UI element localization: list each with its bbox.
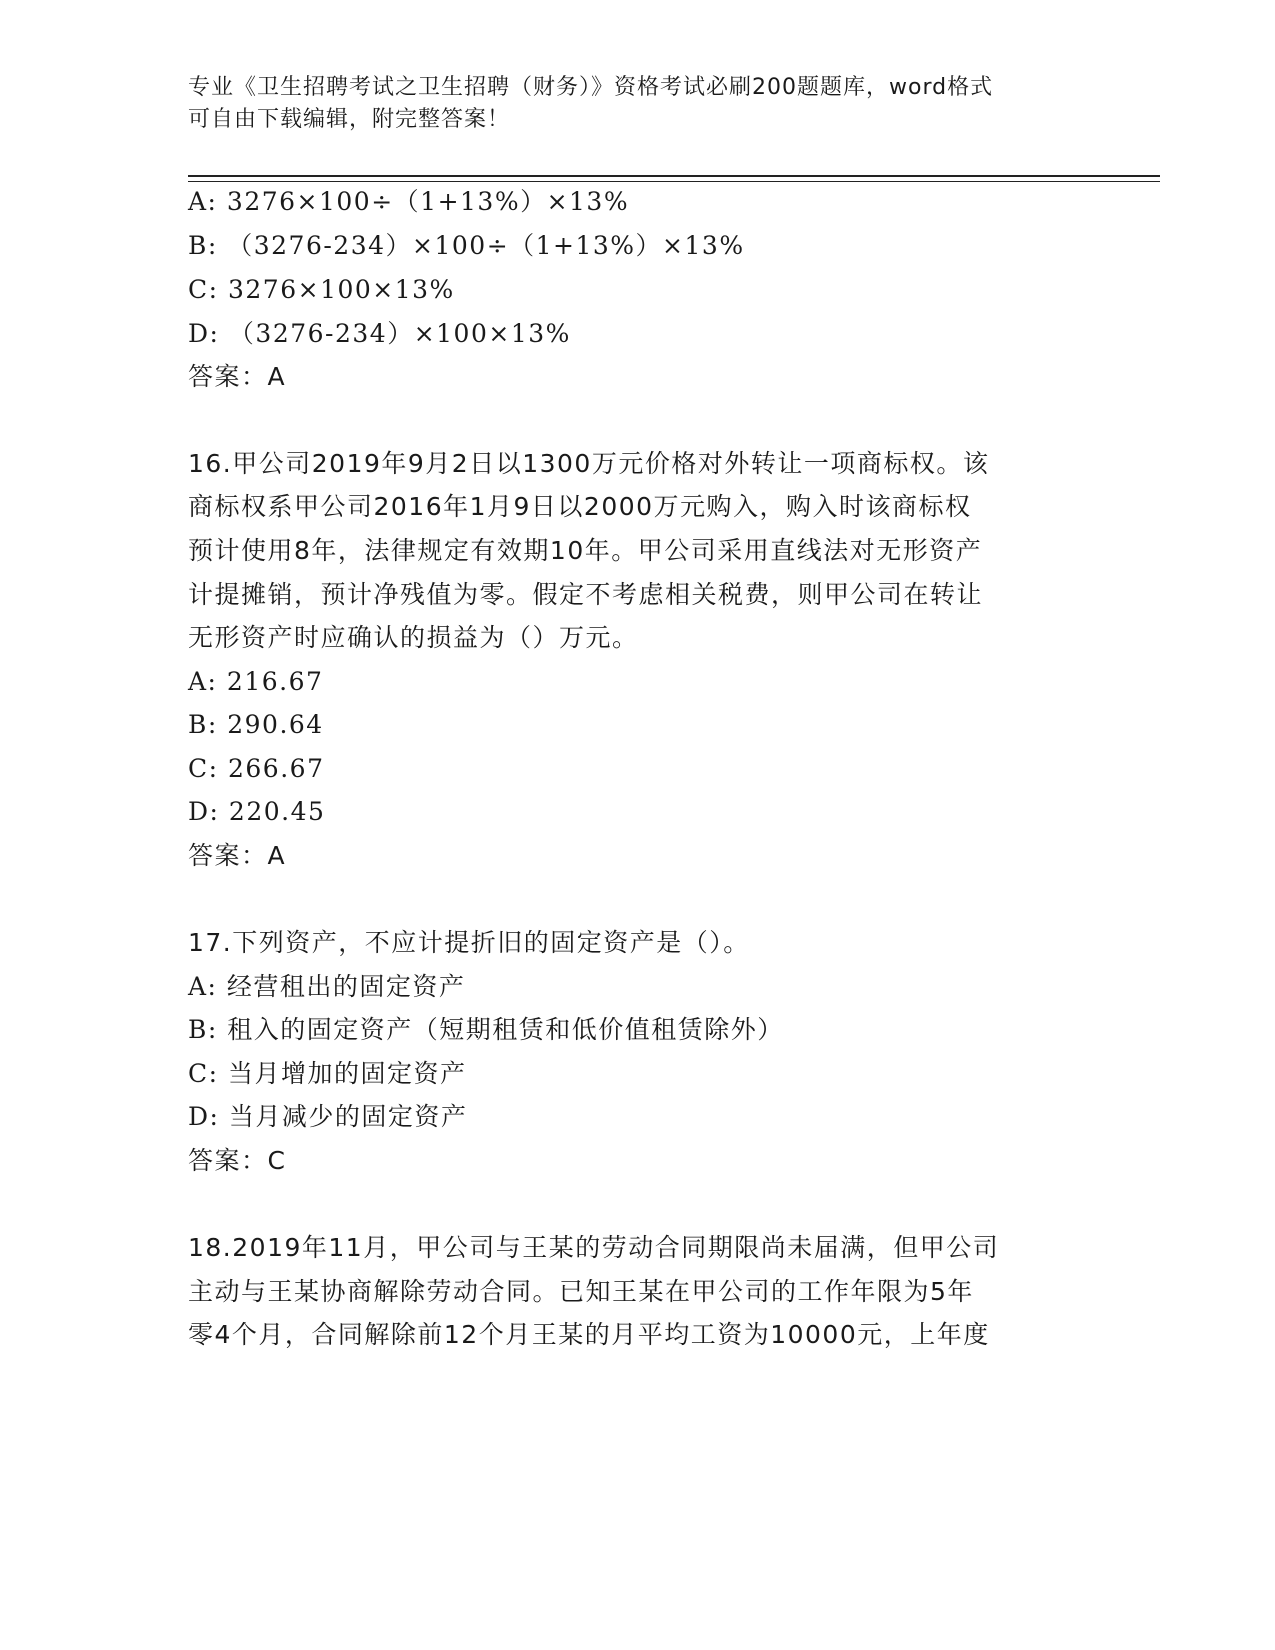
q16-option-b: B: 290.64 — [188, 710, 324, 739]
q17-option-b: B: 租入的固定资产（短期租赁和低价值租赁除外） — [188, 1015, 784, 1044]
q16-stem-line-2: 商标权系甲公司2016年1月9日以2000万元购入，购入时该商标权 — [188, 492, 972, 521]
q18-stem-line-1: 18.2019年11月，甲公司与王某的劳动合同期限尚未届满，但甲公司 — [188, 1233, 1000, 1262]
header-rule-thick — [188, 175, 1160, 177]
q18-stem-line-2: 主动与王某协商解除劳动合同。已知王某在甲公司的工作年限为5年 — [188, 1277, 974, 1306]
q16-stem-line-4: 计提摊销，预计净残值为零。假定不考虑相关税费，则甲公司在转让 — [188, 580, 984, 609]
q15-option-b: B: （3276-234）×100÷（1+13%）×13% — [188, 231, 745, 260]
q15-option-c: C: 3276×100×13% — [188, 275, 455, 304]
q18-stem-line-3: 零4个月，合同解除前12个月王某的月平均工资为10000元，上年度 — [188, 1320, 990, 1349]
q16-stem-line-1: 16.甲公司2019年9月2日以1300万元价格对外转让一项商标权。该 — [188, 449, 990, 478]
q15-option-d: D: （3276-234）×100×13% — [188, 319, 571, 348]
header-line-2: 可自由下载编辑，附完整答案！ — [188, 107, 511, 132]
header-rule-thin — [188, 181, 1160, 182]
q16-option-a: A: 216.67 — [188, 667, 324, 696]
q17-answer: 答案：C — [188, 1146, 287, 1175]
q15-answer: 答案：A — [188, 362, 287, 391]
header-line-1: 专业《卫生招聘考试之卫生招聘（财务）》资格考试必刷200题题库，word格式 — [188, 75, 994, 100]
q17-option-a: A: 经营租出的固定资产 — [188, 972, 466, 1001]
q17-stem-line-1: 17.下列资产，不应计提折旧的固定资产是（）。 — [188, 928, 750, 957]
q16-stem-line-3: 预计使用8年，法律规定有效期10年。甲公司采用直线法对无形资产 — [188, 536, 983, 565]
q16-option-c: C: 266.67 — [188, 754, 325, 783]
q16-stem-line-5: 无形资产时应确认的损益为（）万元。 — [188, 623, 639, 652]
document-header — [188, 72, 1088, 136]
q15-option-a: A: 3276×100÷（1+13%）×13% — [188, 187, 630, 216]
q16-option-d: D: 220.45 — [188, 797, 326, 826]
q17-option-c: C: 当月增加的固定资产 — [188, 1059, 467, 1088]
q17-option-d: D: 当月减少的固定资产 — [188, 1102, 468, 1131]
q16-answer: 答案：A — [188, 841, 287, 870]
